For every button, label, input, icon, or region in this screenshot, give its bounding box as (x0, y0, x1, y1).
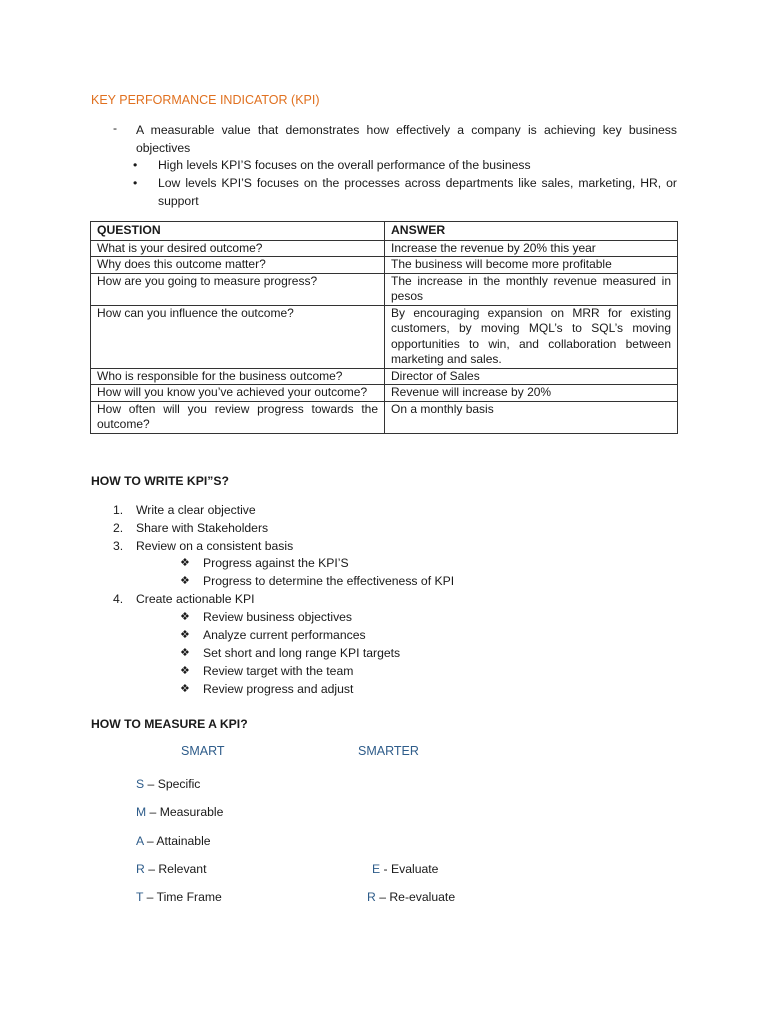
question-cell: What is your desired outcome? (91, 240, 385, 257)
answer-cell: On a monthly basis (385, 401, 678, 433)
answer-cell: By encouraging expansion on MRR for existing customers, by moving MQL’s to SQL’s moving opportunities to win, and collaboration between marketing and sales. (385, 305, 678, 368)
step-number: 1. (113, 503, 124, 517)
smart-word: Measurable (159, 805, 224, 819)
separator: – (375, 890, 390, 904)
separator: – (143, 834, 157, 848)
answer-cell: The increase in the monthly revenue measured in pesos (385, 273, 678, 305)
separator: – (144, 862, 159, 876)
smart-item-measurable (136, 805, 223, 819)
smart-letter: M (136, 805, 147, 819)
question-cell: How often will you review progress towards the outcome? (91, 401, 385, 433)
sub-item-text: Review business objectives (203, 610, 353, 624)
smart-letter: T (136, 890, 144, 904)
smart-item-relevant (136, 862, 206, 876)
smarter-word: Re-evaluate (389, 890, 456, 904)
step-number: 4. (113, 592, 124, 606)
sub-item-text: Progress against the KPI’S (203, 556, 349, 570)
question-cell: How can you influence the outcome? (91, 305, 385, 368)
question-cell: How are you going to measure progress? (91, 273, 385, 305)
table-row (91, 257, 678, 274)
smart-item-attainable (136, 834, 211, 848)
table-row (91, 401, 678, 433)
smart-letter: A (136, 834, 144, 848)
smart-word: Specific (157, 777, 201, 791)
diamond-bullet-icon: ❖ (180, 629, 190, 641)
document-title: KEY PERFORMANCE INDICATOR (KPI) (91, 93, 320, 107)
step-text: Review on a consistent basis (136, 539, 294, 553)
table-row (91, 273, 678, 305)
smart-word: Attainable (156, 834, 211, 848)
header-answer: ANSWER (385, 222, 678, 241)
smarter-label: SMARTER (358, 744, 419, 758)
table-row (91, 385, 678, 402)
separator: – (143, 890, 157, 904)
bullet-text: High levels KPI’S focuses on the overall performance of the business (158, 158, 531, 172)
diamond-bullet-icon: ❖ (180, 557, 190, 569)
sub-item-text: Progress to determine the effectiveness of KPI (203, 574, 455, 588)
table-row (91, 240, 678, 257)
definition-text: A measurable value that demonstrates how effectively a company is achieving key business objectives (136, 123, 677, 155)
answer-cell: Director of Sales (385, 368, 678, 385)
smart-item-time-frame (136, 890, 222, 904)
separator: – (144, 777, 158, 791)
smarter-letter: E (372, 862, 381, 876)
answer-cell: Revenue will increase by 20% (385, 385, 678, 402)
sub-item-text: Analyze current performances (203, 628, 366, 642)
separator: – (146, 805, 160, 819)
smart-item-specific (136, 777, 200, 791)
diamond-bullet-icon: ❖ (180, 665, 190, 677)
table-row (91, 305, 678, 368)
step-number: 3. (113, 539, 124, 553)
smarter-letter: R (367, 890, 376, 904)
diamond-bullet-icon: ❖ (180, 647, 190, 659)
step-text: Write a clear objective (136, 503, 256, 517)
smart-word: Time Frame (156, 890, 222, 904)
table-header-row (91, 222, 678, 241)
table-row (91, 368, 678, 385)
step-text: Create actionable KPI (136, 592, 255, 606)
how-to-measure-heading: HOW TO MEASURE A KPI? (91, 717, 248, 731)
separator: - (380, 862, 391, 876)
how-to-write-heading: HOW TO WRITE KPI”S? (91, 474, 229, 488)
smart-word: Relevant (158, 862, 207, 876)
sub-item-text: Review progress and adjust (203, 682, 354, 696)
diamond-bullet-icon: ❖ (180, 683, 190, 695)
step-text: Share with Stakeholders (136, 521, 269, 535)
answer-cell: The business will become more profitable (385, 257, 678, 274)
header-question: QUESTION (91, 222, 385, 241)
step-number: 2. (113, 521, 124, 535)
answer-cell: Increase the revenue by 20% this year (385, 240, 678, 257)
bullet-dot-icon: • (133, 176, 138, 190)
question-cell: Why does this outcome matter? (91, 257, 385, 274)
kpi-table (90, 221, 678, 434)
sub-item-text: Set short and long range KPI targets (203, 646, 401, 660)
question-cell: Who is responsible for the business outcome? (91, 368, 385, 385)
smart-label: SMART (181, 744, 225, 758)
smart-letter: S (136, 777, 145, 791)
bullet-text: Low levels KPI’S focuses on the processes across departments like sales, marketing, HR, or support (158, 176, 677, 208)
dash-marker: - (113, 121, 118, 135)
smarter-item-evaluate (372, 862, 438, 876)
bullet-dot-icon: • (133, 158, 138, 172)
sub-item-text: Review target with the team (203, 664, 354, 678)
smart-letter: R (136, 862, 145, 876)
smarter-word: Evaluate (390, 862, 439, 876)
question-cell: How will you know you’ve achieved your outcome? (91, 385, 385, 402)
smarter-item-re-evaluate (367, 890, 455, 904)
diamond-bullet-icon: ❖ (180, 611, 190, 623)
diamond-bullet-icon: ❖ (180, 575, 190, 587)
